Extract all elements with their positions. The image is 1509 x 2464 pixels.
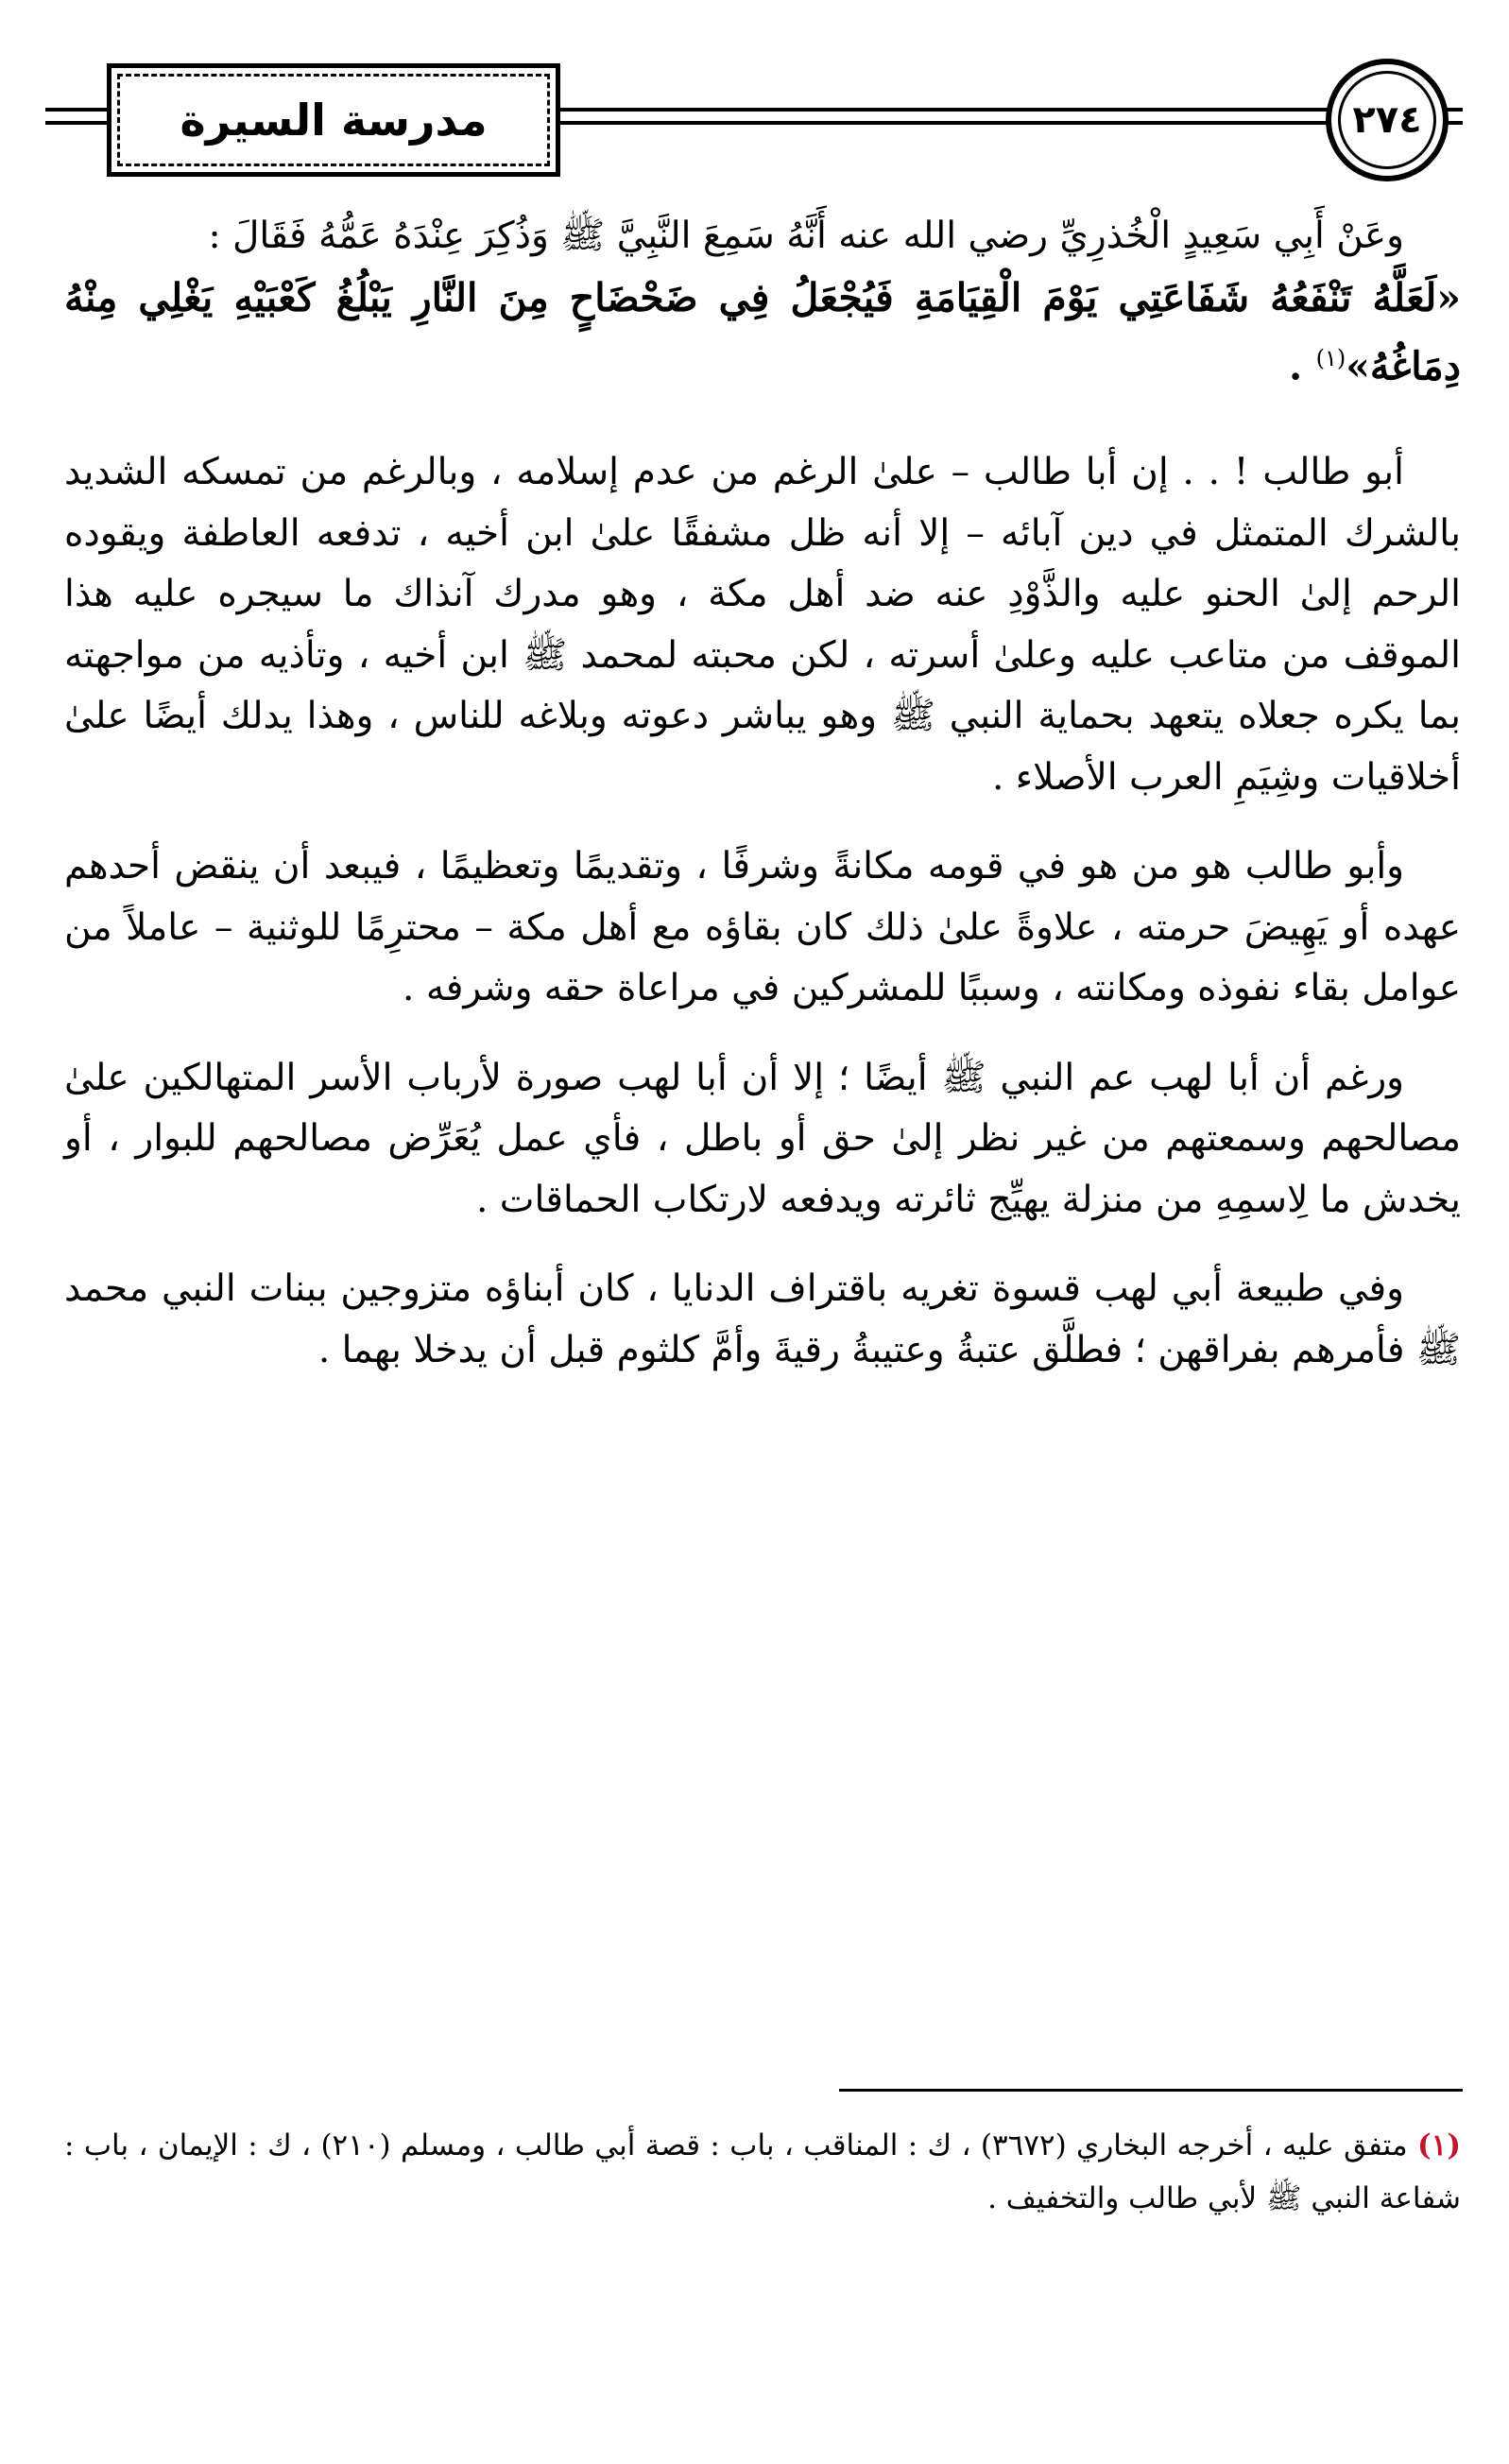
book-title: مدرسة السيرة	[117, 74, 550, 166]
paragraph-3: ورغم أن أبا لهب عم النبي ﷺ أيضًا ؛ إلا أن أبا لهب صورة لأرباب الأسر المتهالكين علىٰ مصالحهم وسمعتهم من غير نظر إلىٰ حق أو باطل ، فأي عمل يُعَرِّض مصالحهم للبوار ، أو يخدش ما لِاسمِهِ من منزلة يهيِّج ثائرته ويدفعه لارتكاب الحماقات .	[64, 1056, 1461, 1221]
footnote-ref: (١)	[1315, 345, 1346, 371]
footnote-text: متفق عليه ، أخرجه البخاري (٣٦٧٢) ، ك : المناقب ، باب : قصة أبي طالب ، ومسلم (٢١٠) ، ك : الإيمان ، باب : شفاعة النبي ﷺ لأبي طالب والتخفيف .	[64, 2128, 1461, 2215]
main-text	[64, 206, 1461, 1409]
footnote	[64, 2119, 1461, 2225]
paragraph-1: أبو طالب ! . . إن أبا طالب – علىٰ الرغم من عدم إسلامه ، وبالرغم من تمسكه الشديد بالشرك المتمثل في دين آبائه – إلا أنه ظل مشفقًا علىٰ ابن أخيه ، تدفعه العاطفة ويقوده الرحم إلىٰ الحنو عليه والذَّوْدِ عنه ضد أهل مكة ، وهو مدرك آنذاك ما سيجره عليه هذا الموقف من متاعب عليه وعلىٰ أسرته ، لكن محبته لمحمد ﷺ ابن أخيه ، وتأذيه من مواجهته بما يكره جعلاه يتعهد بحماية النبي ﷺ وهو يباشر دعوته وبلاغه للناس ، وهذا يدلك أيضًا علىٰ أخلاقيات وشِيَمِ العرب الأصلاء .	[64, 451, 1461, 799]
paragraph-2: وأبو طالب هو من هو في قومه مكانةً وشرفًا ، وتقديمًا وتعظيمًا ، فيبعد أن ينقض أحدهم عهده أو يَهِيضَ حرمته ، علاوةً علىٰ ذلك كان بقاؤه مع أهل مكة – محترِمًا للوثنية – عاملاً من عوامل بقاء نفوذه ومكانته ، وسببًا للمشركين في مراعاة حقه وشرفه .	[64, 845, 1461, 1010]
hadith-quote	[64, 267, 1461, 398]
footnote-number: (١)	[1416, 2128, 1461, 2162]
hadith-intro: وعَنْ أَبِي سَعِيدٍ الْخُذرِيِّ رضي الله عنه أَنَّهُ سَمِعَ النَّبِيَّ ﷺ وَذُكِرَ عِنْدَهُ عَمُّهُ فَقَالَ :	[208, 215, 1404, 257]
hadith-text: «لَعَلَّهُ تَنْفَعُهُ شَفَاعَتِي يَوْمَ الْقِيَامَةِ فَيُجْعَلُ فِي ضَحْضَاحٍ مِنَ النَّارِ يَبْلُغُ كَعْبَيْهِ يَغْلِي مِنْهُ دِمَاغُهُ»	[64, 274, 1461, 389]
paragraph-4: وفي طبيعة أبي لهب قسوة تغريه باقتراف الدنايا ، كان أبناؤه متزوجين ببنات النبي محمد ﷺ فأمرهم بفراقهن ؛ فطلَّق عتبةُ وعتيبةُ رقيةَ وأمَّ كلثوم قبل أن يدخلا بهما .	[64, 1267, 1461, 1371]
page-number-badge	[1326, 59, 1449, 181]
page-number: ٢٧٤	[1338, 71, 1436, 169]
footnote-divider	[839, 2089, 1463, 2092]
book-title-frame	[107, 63, 560, 177]
hadith-end: .	[1289, 343, 1303, 389]
page-header	[45, 49, 1463, 191]
